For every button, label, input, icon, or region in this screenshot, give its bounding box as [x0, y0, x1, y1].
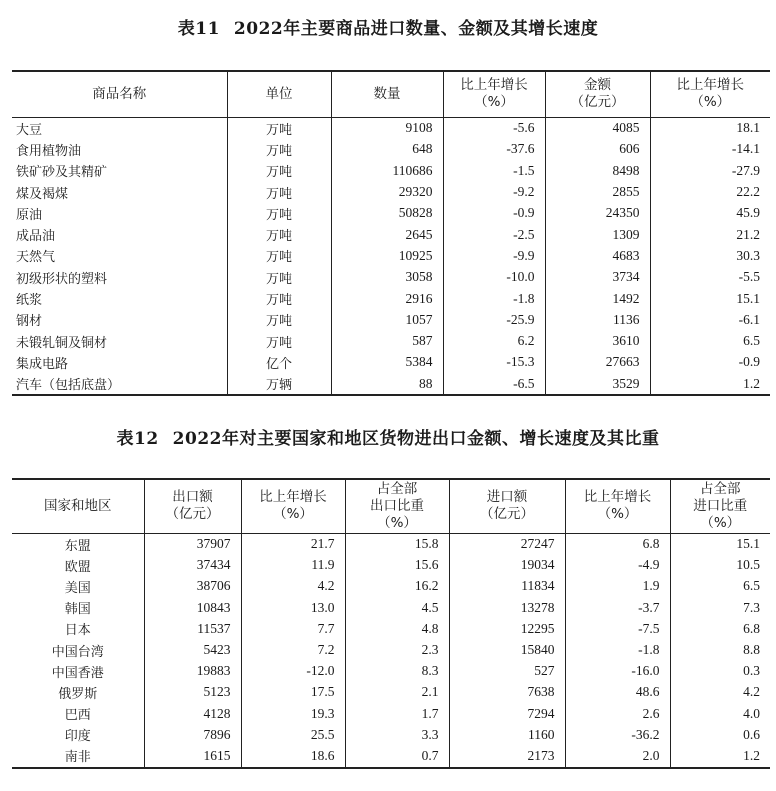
table-cell: -5.6	[443, 117, 545, 139]
table-cell: 22.2	[736, 184, 760, 200]
table11-header-cell	[331, 71, 443, 117]
table-cell: 万吨	[227, 309, 331, 330]
table-cell: -4.9	[565, 555, 670, 576]
table-cell: 7.2	[241, 639, 345, 660]
table12-header-label: 进口比重	[693, 497, 748, 514]
table12-header-label: 占全部	[376, 480, 418, 497]
row-label: 巴西	[12, 703, 144, 724]
table-cell: -9.2	[443, 181, 545, 202]
table12-header-cell	[241, 479, 345, 533]
table-cell: 7638	[449, 682, 565, 703]
row-label: 中国台湾	[12, 639, 144, 660]
table-cell: 24350	[545, 203, 650, 224]
table-cell: 万吨	[227, 203, 331, 224]
table11-title-text: 2022年主要商品进口数量、金额及其增长速度	[233, 19, 599, 39]
table-cell: -6.1	[738, 311, 760, 327]
table-cell: 4.5	[345, 597, 449, 618]
table-row	[12, 181, 770, 202]
table-cell: 18.1	[736, 120, 760, 136]
table-cell: -27.9	[731, 162, 760, 178]
table-cell: 0.7	[345, 745, 449, 767]
table-cell: 4.0	[743, 705, 760, 721]
table-cell: 3529	[545, 373, 650, 395]
table-cell: 6.2	[443, 330, 545, 351]
table11-header-label: （亿元）	[570, 94, 625, 111]
table12-header-label: （%）	[597, 506, 638, 523]
table-cell: 1.2	[743, 747, 760, 763]
table-cell: 万吨	[227, 267, 331, 288]
table11-header-label: 数量	[373, 85, 401, 102]
row-label: 东盟	[12, 533, 144, 555]
table-cell: 7896	[144, 724, 241, 745]
table-cell: 15.1	[736, 536, 760, 552]
table12-title-text: 2022年对主要国家和地区货物进出口金额、增长速度及其比重	[172, 429, 660, 449]
table-cell: 15.6	[345, 555, 449, 576]
table12-header-row	[12, 479, 770, 533]
table-cell: -5.5	[738, 269, 760, 285]
table12-header-label: 比上年增长	[259, 489, 327, 506]
table-cell: -1.8	[443, 288, 545, 309]
table-cell: 8.3	[345, 661, 449, 682]
table-cell: 10.5	[736, 557, 760, 573]
table-row	[12, 224, 770, 245]
table-cell: 8.8	[743, 642, 760, 658]
table-row	[12, 533, 770, 555]
table-row	[12, 703, 770, 724]
table-cell: -3.7	[565, 597, 670, 618]
table-cell: 万吨	[227, 139, 331, 160]
table11-body	[12, 117, 770, 395]
table12-header-label: 出口比重	[370, 497, 424, 514]
table-cell: 9108	[331, 117, 443, 139]
row-label: 钢材	[12, 309, 227, 330]
row-label: 欧盟	[12, 555, 144, 576]
table-cell: 27663	[545, 352, 650, 373]
table12-body	[12, 533, 770, 768]
table12-header-cell	[144, 479, 241, 533]
table-cell: -0.9	[443, 203, 545, 224]
table-row	[12, 117, 770, 139]
table-cell: 10925	[331, 245, 443, 266]
table11-header-label: （%）	[690, 94, 731, 111]
table11-header-label: （%）	[474, 94, 514, 111]
table-cell: 4.8	[345, 618, 449, 639]
table-row	[12, 245, 770, 266]
table-cell: 万吨	[227, 160, 331, 181]
table-cell: 6.8	[565, 533, 670, 555]
table-cell: 11834	[449, 576, 565, 597]
table-row	[12, 576, 770, 597]
table-cell: -10.0	[443, 267, 545, 288]
table11-header-cell	[443, 71, 545, 117]
table-cell: 17.5	[241, 682, 345, 703]
table-row	[12, 160, 770, 181]
table-cell: 2.1	[345, 682, 449, 703]
table12-header-cell	[449, 479, 565, 533]
table-row	[12, 618, 770, 639]
table-cell: 2.0	[565, 745, 670, 767]
table-cell: -1.5	[443, 160, 545, 181]
table-row	[12, 267, 770, 288]
table12-header-label: 比上年增长	[583, 489, 652, 506]
table-cell: 12295	[449, 618, 565, 639]
table12-header-label: 出口额	[172, 489, 213, 506]
row-label: 印度	[12, 724, 144, 745]
trade-by-region-table	[12, 478, 770, 769]
table12-header-cell	[345, 479, 449, 533]
table11-header-row	[12, 71, 770, 117]
table-row	[12, 330, 770, 351]
table-cell: 18.6	[241, 745, 345, 767]
table-row	[12, 661, 770, 682]
table-cell: 37434	[144, 555, 241, 576]
table-cell: 27247	[449, 533, 565, 555]
table-cell: 15.1	[736, 290, 760, 306]
table-cell: 1.2	[743, 375, 760, 391]
table-cell: 8498	[545, 160, 650, 181]
table-cell: 7294	[449, 703, 565, 724]
table-cell: 5423	[144, 639, 241, 660]
table12-header-label: 国家和地区	[44, 497, 112, 514]
table-cell: -12.0	[241, 661, 345, 682]
table-cell: 15840	[449, 639, 565, 660]
table-cell: 3058	[331, 267, 443, 288]
table11-header-cell	[545, 71, 650, 117]
table-cell: 29320	[331, 181, 443, 202]
row-label: 汽车（包括底盘）	[12, 373, 227, 395]
table-cell: 1057	[331, 309, 443, 330]
table12-header-cell	[12, 479, 144, 533]
table-row	[12, 639, 770, 660]
table-cell: 7.7	[241, 618, 345, 639]
table-row	[12, 555, 770, 576]
table-cell: -9.9	[443, 245, 545, 266]
table-cell: 19883	[144, 661, 241, 682]
row-label: 集成电路	[12, 352, 227, 373]
table-cell: -16.0	[565, 661, 670, 682]
table-cell: -2.5	[443, 224, 545, 245]
table-row	[12, 745, 770, 767]
table-cell: 587	[331, 330, 443, 351]
table-cell: 11.9	[241, 555, 345, 576]
table-cell: 3.3	[345, 724, 449, 745]
table-cell: 2645	[331, 224, 443, 245]
table-cell: 2173	[449, 745, 565, 767]
table-cell: 5123	[144, 682, 241, 703]
table-cell: 11537	[144, 618, 241, 639]
table-cell: 4128	[144, 703, 241, 724]
row-label: 煤及褐煤	[12, 181, 227, 202]
table-cell: -0.9	[738, 354, 760, 370]
table-cell: 606	[545, 139, 650, 160]
table-cell: 10843	[144, 597, 241, 618]
table-cell: 1.7	[345, 703, 449, 724]
table-row	[12, 724, 770, 745]
table-cell: 2916	[331, 288, 443, 309]
table-cell: 19034	[449, 555, 565, 576]
table-cell: -6.5	[443, 373, 545, 395]
table-row	[12, 203, 770, 224]
table11-title	[0, 14, 776, 39]
table11-header-label: 商品名称	[92, 85, 147, 102]
table-cell: 1160	[449, 724, 565, 745]
table-cell: 15.8	[345, 533, 449, 555]
table-cell: 1.9	[565, 576, 670, 597]
table-cell: 110686	[331, 160, 443, 181]
table12-header-label: （%）	[700, 514, 741, 531]
table-cell: 88	[331, 373, 443, 395]
table-cell: 648	[331, 139, 443, 160]
table11-header-cell	[650, 71, 770, 117]
row-label: 铁矿砂及其精矿	[12, 160, 227, 181]
table-cell: 19.3	[241, 703, 345, 724]
table-cell: -15.3	[443, 352, 545, 373]
table-cell: -25.9	[443, 309, 545, 330]
table-cell: 0.3	[743, 663, 760, 679]
table-cell: 4085	[545, 117, 650, 139]
table-cell: 万辆	[227, 373, 331, 395]
row-label: 成品油	[12, 224, 227, 245]
table11-header-label: 金额	[584, 77, 611, 94]
row-label: 俄罗斯	[12, 682, 144, 703]
table11-header-label: 比上年增长	[460, 77, 528, 94]
table-cell: 2855	[545, 181, 650, 202]
table-cell: 1136	[545, 309, 650, 330]
table-cell: 2.6	[565, 703, 670, 724]
import-commodities-table	[12, 70, 770, 396]
table12-header-label: （%）	[377, 514, 417, 531]
table12-header-cell	[565, 479, 670, 533]
row-label: 初级形状的塑料	[12, 267, 227, 288]
table11-header-cell	[227, 71, 331, 117]
table-cell: 21.2	[736, 226, 760, 242]
row-label: 天然气	[12, 245, 227, 266]
table-cell: 37907	[144, 533, 241, 555]
table-cell: 6.8	[743, 620, 760, 636]
table-cell: -14.1	[731, 141, 760, 157]
table-cell: -1.8	[565, 639, 670, 660]
table-cell: 13.0	[241, 597, 345, 618]
table-cell: 0.6	[743, 726, 760, 742]
table-cell: 6.5	[743, 578, 760, 594]
table-row	[12, 139, 770, 160]
table11-header-label: 单位	[265, 85, 293, 102]
table-cell: -36.2	[565, 724, 670, 745]
table-cell: 45.9	[736, 205, 760, 221]
table-cell: 3734	[545, 267, 650, 288]
table-row	[12, 373, 770, 395]
row-label: 大豆	[12, 117, 227, 139]
table-cell: 亿个	[227, 352, 331, 373]
row-label: 中国香港	[12, 661, 144, 682]
table12-header-cell	[670, 479, 770, 533]
table-cell: 5384	[331, 352, 443, 373]
table-cell: 25.5	[241, 724, 345, 745]
table12-number: 表12	[116, 429, 159, 449]
table-cell: 万吨	[227, 181, 331, 202]
row-label: 韩国	[12, 597, 144, 618]
row-label: 食用植物油	[12, 139, 227, 160]
table-cell: 1615	[144, 745, 241, 767]
table-cell: 7.3	[743, 599, 760, 615]
table-cell: 4683	[545, 245, 650, 266]
table-cell: 16.2	[345, 576, 449, 597]
table-cell: -7.5	[565, 618, 670, 639]
table-cell: 6.5	[743, 333, 760, 349]
table-cell: 1309	[545, 224, 650, 245]
table-cell: 万吨	[227, 245, 331, 266]
table12-header-label: （亿元）	[480, 506, 534, 523]
table-row	[12, 309, 770, 330]
table-cell: 1492	[545, 288, 650, 309]
table-cell: 38706	[144, 576, 241, 597]
table11-header-label: 比上年增长	[676, 77, 744, 94]
table12-header-label: （%）	[273, 506, 313, 523]
table12-header-label: 占全部	[700, 480, 741, 497]
table-cell: 527	[449, 661, 565, 682]
table12-header-label: （亿元）	[165, 506, 220, 523]
table12-header-label: 进口额	[486, 489, 528, 506]
table-cell: 13278	[449, 597, 565, 618]
table-row	[12, 682, 770, 703]
table-row	[12, 597, 770, 618]
table-cell: 30.3	[736, 247, 760, 263]
row-label: 日本	[12, 618, 144, 639]
table-row	[12, 352, 770, 373]
table-cell: 3610	[545, 330, 650, 351]
table-cell: 万吨	[227, 117, 331, 139]
table-cell: 48.6	[565, 682, 670, 703]
row-label: 美国	[12, 576, 144, 597]
row-label: 纸浆	[12, 288, 227, 309]
row-label: 原油	[12, 203, 227, 224]
row-label: 未锻轧铜及铜材	[12, 330, 227, 351]
table-cell: 4.2	[241, 576, 345, 597]
table-cell: 万吨	[227, 330, 331, 351]
table11-header-cell	[12, 71, 227, 117]
table-cell: 4.2	[743, 684, 760, 700]
table11-number: 表11	[177, 19, 220, 39]
table-row	[12, 288, 770, 309]
table-cell: 21.7	[241, 533, 345, 555]
table12-title	[0, 424, 776, 449]
table-cell: 万吨	[227, 288, 331, 309]
table-cell: 万吨	[227, 224, 331, 245]
table-cell: -37.6	[443, 139, 545, 160]
table-cell: 50828	[331, 203, 443, 224]
row-label: 南非	[12, 745, 144, 767]
table-cell: 2.3	[345, 639, 449, 660]
